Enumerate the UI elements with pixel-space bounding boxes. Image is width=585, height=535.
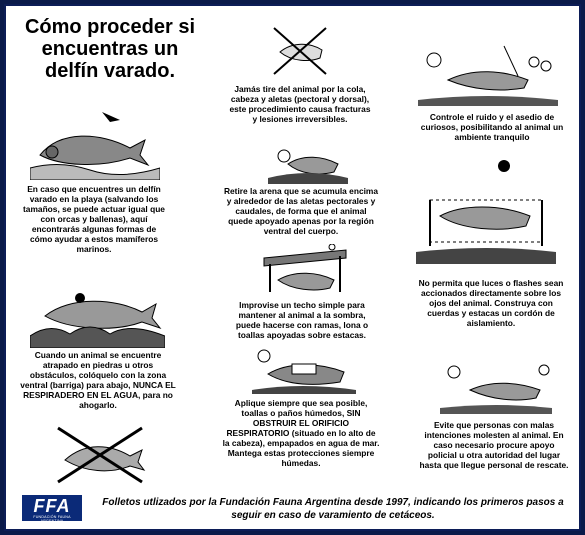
logo-text: FFA: [33, 496, 71, 516]
instruction-wet-towels: Aplique siempre que sea posible, toallas o paños húmedos, SIN OBSTRUIR EL ORIFICIO RESPIRATORIO (situado en lo alto de la cabeza), empapados en agua de mar. Mantega estas protecciones siempre húmedas.: [222, 398, 380, 468]
brochure-panel: [4, 4, 581, 531]
ffa-logo: [22, 495, 82, 521]
night-fence-illustration: [416, 156, 556, 264]
crossed-out-pull-illustration: [270, 24, 330, 78]
dolphin-beach-illustration: [30, 110, 160, 180]
instruction-rocks: Cuando un animal se encuentre atrapado en piedras u otros obstáculos, colóquelo con la zona ventral (barriga) para abajo, NUNCA EL RESPIRADERO EN EL AGUA, para no ahogarlo.: [20, 350, 176, 410]
instruction-lights: No permita que luces o flashes sean accionados directamente sobre los ojos del animal. Construya con cuerdas y estacas un cordón de aislamiento.: [418, 278, 564, 328]
crossed-out-dragging-illustration: [50, 420, 150, 488]
shade-roof-illustration: [260, 244, 350, 296]
instruction-no-pull: Jamás tire del animal por la cola, cabeza y aletas (pectoral y dorsal), este procedimiento causa fracturas y lesiones irreversibles.: [229, 84, 371, 124]
crowd-illustration: [418, 40, 558, 106]
instruction-remove-sand: Retire la arena que se acumula encima y alrededor de las aletas pectorales y caudales, de forma que el animal quede apoyado apenas por la región ventral del cuerpo.: [223, 186, 379, 236]
digging-sand-illustration: [268, 142, 348, 184]
instruction-noise: Controle el ruido y el asedio de curiosos, posibilitando al animal un ambiente tranquilo: [420, 112, 564, 142]
instruction-protection: Evite que personas con malas intenciones molesten al animal. En caso necesario procure apoyo policial u otra autoridad del lugar hasta que llegue personal de rescate.: [419, 420, 569, 470]
wet-towels-illustration: [252, 344, 356, 394]
instruction-shade: Improvise un techo simple para mantener al animal a la sombra, puede hacerse con ramas, lona o toallas apoyadas sobre estacas.: [235, 300, 369, 340]
instruction-intro: En caso que encuentres un delfín varado en la playa (salvando los tamaños, se puede actuar igual que con orcas y ballenas), aquí encontrarás algunas formas de cómo ayudar a estos mamíferos marinos.: [23, 184, 165, 254]
intruders-illustration: [440, 356, 552, 414]
dolphin-rocks-illustration: [30, 286, 165, 348]
page-title: Cómo proceder si encuentras un delfín varado.: [24, 16, 196, 82]
logo-subtext: FUNDACIÓN FAUNA ARGENTINA: [33, 515, 71, 523]
footer-text: Folletos utlizados por la Fundación Fauna Argentina desde 1997, indicando los primeros pasos a seguir en caso de varamiento de cetáceos.: [102, 497, 564, 521]
footer: [14, 492, 574, 526]
